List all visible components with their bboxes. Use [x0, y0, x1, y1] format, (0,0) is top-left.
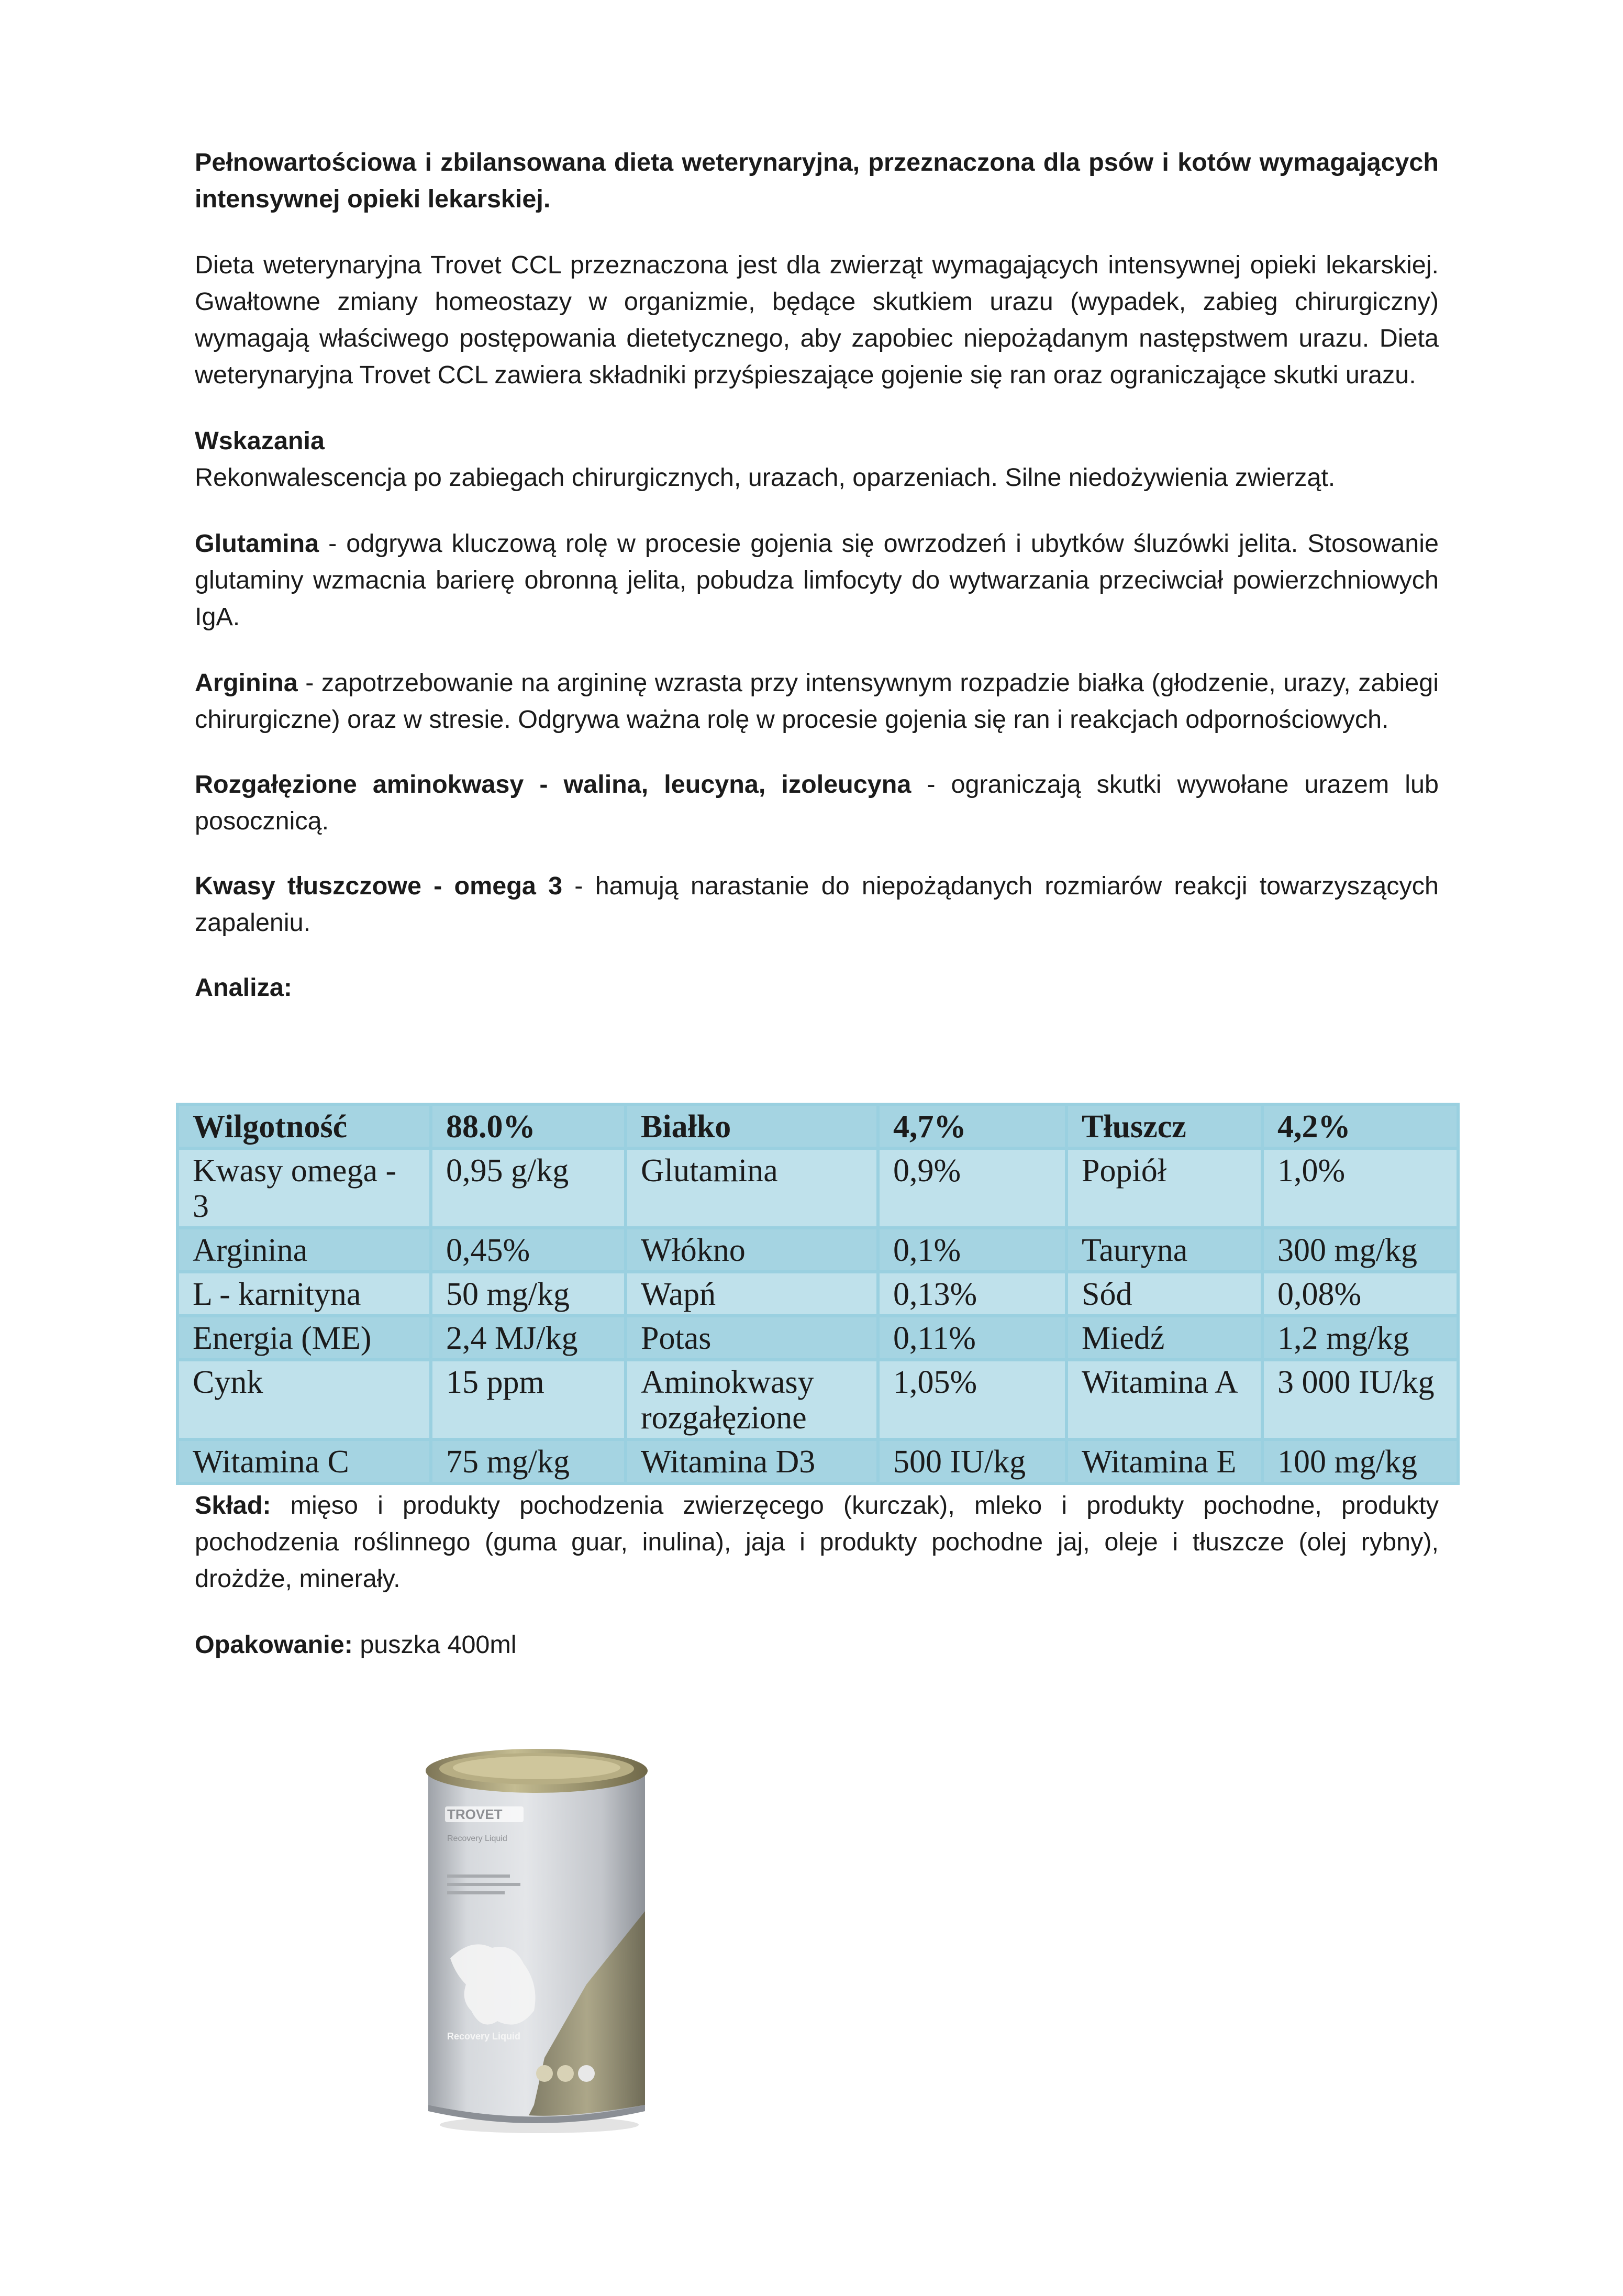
product-can-image: [414, 1738, 660, 2136]
table-cell: Popiół: [1066, 1148, 1262, 1228]
table-row: [177, 1272, 1458, 1316]
ingredient-term: Kwasy tłuszczowe - omega 3: [195, 872, 563, 900]
table-cell: Tauryna: [1066, 1228, 1262, 1272]
table-cell: Glutamina: [626, 1148, 878, 1228]
intro-headline: Pełnowartościowa i zbilansowana dieta weterynaryjna, przeznaczona dla psów i kotów wymagających intensywnej opieki lekarskiej.: [195, 148, 1439, 213]
sklad-paragraph: [195, 1487, 1439, 1597]
table-cell: 0,13%: [878, 1272, 1066, 1316]
can-product-label: Recovery Liquid: [447, 1834, 507, 1843]
table-cell: Wapń: [626, 1272, 878, 1316]
table-cell: Potas: [626, 1316, 878, 1360]
ingredient-text: - odgrywa kluczową rolę w procesie gojenia się owrzodzeń i ubytków śluzówki jelita. Stosowanie glutaminy wzmacnia barierę obronną jelita, pobudza limfocyty do wytwarzania przeciwciał powierzchniowych IgA.: [195, 529, 1439, 631]
table-cell: 2,4 MJ/kg: [431, 1316, 626, 1360]
ingredient-term: Arginina: [195, 669, 298, 697]
table-cell: Witamina D3: [626, 1439, 878, 1483]
table-cell: Miedź: [1066, 1316, 1262, 1360]
table-cell: 88.0%: [431, 1104, 626, 1148]
table-row: [177, 1360, 1458, 1439]
table-cell: Energia (ME): [177, 1316, 431, 1360]
table-cell: Sód: [1066, 1272, 1262, 1316]
intro-description: Dieta weterynaryjna Trovet CCL przeznaczona jest dla zwierząt wymagających intensywnej opieki lekarskiej. Gwałtowne zmiany homeostazy w organizmie, będące skutkiem urazu (wypadek, zabieg chirurgiczny) wymagają właściwego postępowania dietetycznego, aby zapobiec niepożądanym następstwem urazu. Dieta weterynaryjna Trovet CCL zawiera składniki przyśpieszające gojenie się ran oraz ograniczające skutki urazu.: [195, 251, 1439, 389]
table-cell: 4,7%: [878, 1104, 1066, 1148]
can-product-label-lower: Recovery Liquid: [447, 2031, 521, 2042]
table-row: [177, 1148, 1458, 1228]
table-cell: 3 000 IU/kg: [1262, 1360, 1458, 1439]
table-row: [177, 1439, 1458, 1483]
can-brand-label: TROVET: [447, 1806, 503, 1822]
table-cell: 1,05%: [878, 1360, 1066, 1439]
table-cell: Kwasy omega - 3: [177, 1148, 431, 1228]
table-cell: 15 ppm: [431, 1360, 626, 1439]
ingredient-term: Glutamina: [195, 529, 319, 558]
sklad-text: mięso i produkty pochodzenia zwierzęcego (kurczak), mleko i produkty pochodne, produkty pochodzenia roślinnego (guma guar, inulina), jaja i produkty pochodne jaj, oleje i tłuszcze (olej rybny), drożdże, minerały.: [195, 1491, 1439, 1593]
sklad-label: Skład:: [195, 1491, 271, 1519]
wskazania-section: [195, 423, 1439, 496]
table-cell: 300 mg/kg: [1262, 1228, 1458, 1272]
table-cell: Witamina C: [177, 1439, 431, 1483]
opakowanie-paragraph: [195, 1626, 1439, 1663]
ingredient-text: - ograniczają skutki wywołane urazem lub posocznicą.: [195, 770, 1439, 835]
table-cell: Aminokwasy rozgałęzione: [626, 1360, 878, 1439]
table-cell: 1,2 mg/kg: [1262, 1316, 1458, 1360]
table-cell: Arginina: [177, 1228, 431, 1272]
table-cell: 4,2%: [1262, 1104, 1458, 1148]
table-row: [177, 1228, 1458, 1272]
table-row: [177, 1316, 1458, 1360]
table-cell: 0,45%: [431, 1228, 626, 1272]
table-cell: 0,95 g/kg: [431, 1148, 626, 1228]
ingredient-arginina: [195, 664, 1439, 738]
ingredient-text: - zapotrzebowanie na argininę wzrasta przy intensywnym rozpadzie białka (głodzenie, urazy, zabiegi chirurgiczne) oraz w stresie. Odgrywa ważna rolę w procesie gojenia się ran i reakcjach odpornościowych.: [195, 669, 1439, 734]
table-row: [177, 1104, 1458, 1148]
opakowanie-label: Opakowanie:: [195, 1631, 353, 1659]
analysis-table: [176, 1103, 1460, 1485]
table-cell: 0,9%: [878, 1148, 1066, 1228]
analiza-label: Analiza:: [195, 973, 292, 1002]
table-cell: Witamina A: [1066, 1360, 1262, 1439]
ingredient-text: - hamują narastanie do niepożądanych rozmiarów reakcji towarzyszących zapaleniu.: [195, 872, 1439, 937]
wskazania-text: Rekonwalescencja po zabiegach chirurgicznych, urazach, oparzeniach. Silne niedożywienia zwierząt.: [195, 463, 1336, 492]
table-cell: 75 mg/kg: [431, 1439, 626, 1483]
table-cell: 0,11%: [878, 1316, 1066, 1360]
table-cell: 0,08%: [1262, 1272, 1458, 1316]
wskazania-label: Wskazania: [195, 427, 325, 455]
ingredient-aminokwasy: [195, 766, 1439, 839]
table-cell: Witamina E: [1066, 1439, 1262, 1483]
table-cell: Tłuszcz: [1066, 1104, 1262, 1148]
table-cell: 100 mg/kg: [1262, 1439, 1458, 1483]
table-cell: 50 mg/kg: [431, 1272, 626, 1316]
table-cell: Wilgotność: [177, 1104, 431, 1148]
table-cell: 1,0%: [1262, 1148, 1458, 1228]
table-cell: Włókno: [626, 1228, 878, 1272]
ingredient-term: Rozgałęzione aminokwasy - walina, leucyna, izoleucyna: [195, 770, 911, 798]
ingredient-omega3: [195, 868, 1439, 941]
ingredient-glutamina: [195, 525, 1439, 635]
document-footer-section: [195, 1487, 1439, 1663]
document-body: [195, 144, 1439, 1006]
opakowanie-text: puszka 400ml: [352, 1631, 517, 1659]
table-cell: Cynk: [177, 1360, 431, 1439]
table-cell: L - karnityna: [177, 1272, 431, 1316]
table-cell: 0,1%: [878, 1228, 1066, 1272]
table-cell: Białko: [626, 1104, 878, 1148]
table-cell: 500 IU/kg: [878, 1439, 1066, 1483]
